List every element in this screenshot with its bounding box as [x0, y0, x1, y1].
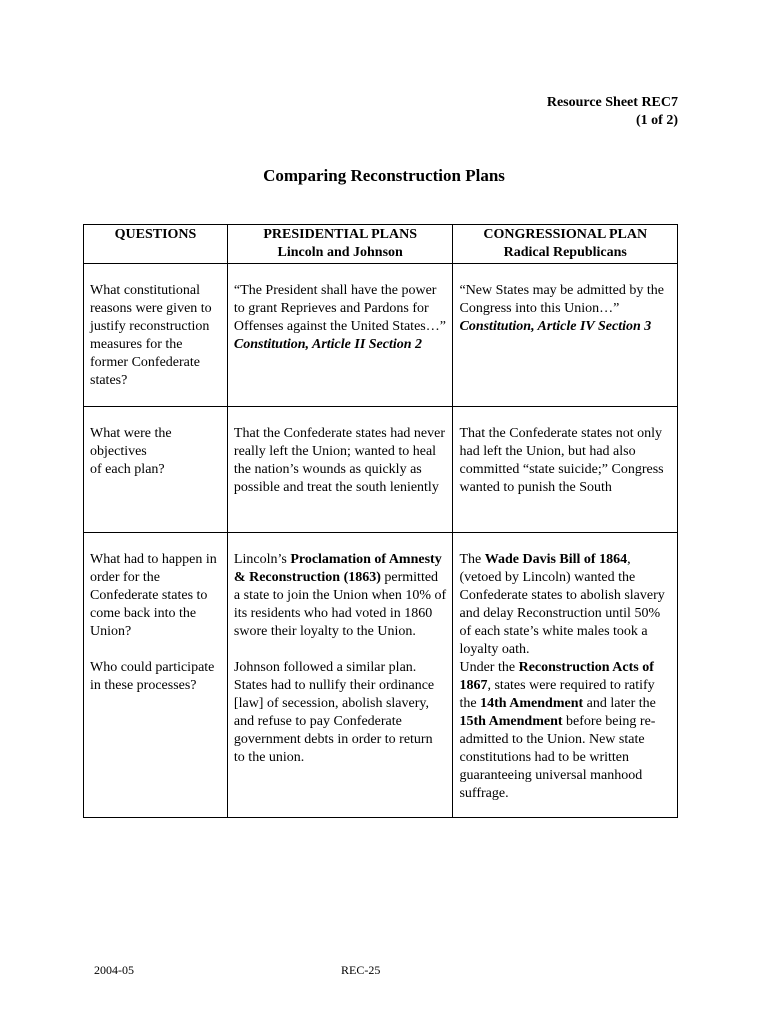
- congressional-cell: [453, 533, 678, 818]
- question-cell: What had to happen in order for the Confederate states to come back into the Union? Who could participate in these processes?: [84, 533, 228, 818]
- table-header-row: [84, 225, 678, 264]
- header-presidential-plans: PRESIDENTIAL PLANS Lincoln and Johnson: [227, 225, 453, 264]
- congressional-cell: “New States may be admitted by the Congress into this Union…” Constitution, Article IV Section 3: [453, 264, 678, 407]
- proclamation-name: Proclamation of Amnesty & Reconstruction (1863): [233, 552, 442, 585]
- johnson-plan-paragraph: Johnson followed a similar plan. States had to nullify their ordinance [law] of secession, abolish slavery, and refuse to pay Confederate government debts in order to return to the union.: [233, 660, 435, 765]
- footer-year: 2004-05: [94, 963, 134, 977]
- question-cell: What were the objectives of each plan?: [84, 407, 228, 533]
- table-row: [84, 264, 678, 407]
- amendment-15-name: 15th Amendment: [459, 714, 563, 729]
- page-title: Comparing Reconstruction Plans: [263, 166, 505, 185]
- presidential-cell: [227, 533, 453, 818]
- footer-page-code: REC-25: [341, 963, 381, 977]
- wade-davis-paragraph: The Wade Davis Bill of 1864, (vetoed by Lincoln) wanted the Confederate states to abolish slavery and delay Reconstruction until 50% of each state’s white males took a loyalty oath.: [459, 552, 665, 657]
- resource-sheet-header: [547, 94, 678, 130]
- constitution-source: Constitution, Article II Section 2: [233, 337, 423, 352]
- amendment-14-name: 14th Amendment: [480, 696, 584, 711]
- reconstruction-acts-paragraph: Under the Reconstruction Acts of 1867, states were required to ratify the 14th Amendment and later the 15th Amendment before being re-admitted to the Union. New state constitutions had to be written guaranteeing universal manhood suffrage.: [459, 660, 656, 801]
- lincoln-plan-paragraph: Lincoln’s Proclamation of Amnesty & Reconstruction (1863) permitted a state to join the Union when 10% of its residents who had voted in 1860 swore their loyalty to the Union.: [233, 552, 447, 639]
- resource-sheet-label: Resource Sheet REC7: [546, 95, 678, 110]
- question-cell: What constitutional reasons were given to justify reconstruction measures for the former Confederate states?: [84, 264, 228, 407]
- table-row: [84, 407, 678, 533]
- constitution-source: Constitution, Article IV Section 3: [459, 319, 652, 334]
- header-congressional-plan: CONGRESSIONAL PLAN Radical Republicans: [453, 225, 678, 264]
- page-count-label: (1 of 2): [636, 113, 678, 128]
- reconstruction-plans-table: [83, 224, 678, 818]
- presidential-cell: That the Confederate states had never really left the Union; wanted to heal the nation’s wounds as quickly as possible and treat the south leniently: [227, 407, 453, 533]
- congressional-cell: That the Confederate states not only had left the Union, but had also committed “state suicide;” Congress wanted to punish the South: [453, 407, 678, 533]
- wade-davis-bill-name: Wade Davis Bill of 1864: [484, 552, 628, 567]
- table-row: [84, 533, 678, 818]
- header-questions: QUESTIONS: [84, 225, 228, 264]
- reconstruction-acts-name: Reconstruction Acts of 1867: [459, 660, 654, 693]
- presidential-cell: “The President shall have the power to grant Reprieves and Pardons for Offenses against the United States…” Constitution, Article II Section 2: [227, 264, 453, 407]
